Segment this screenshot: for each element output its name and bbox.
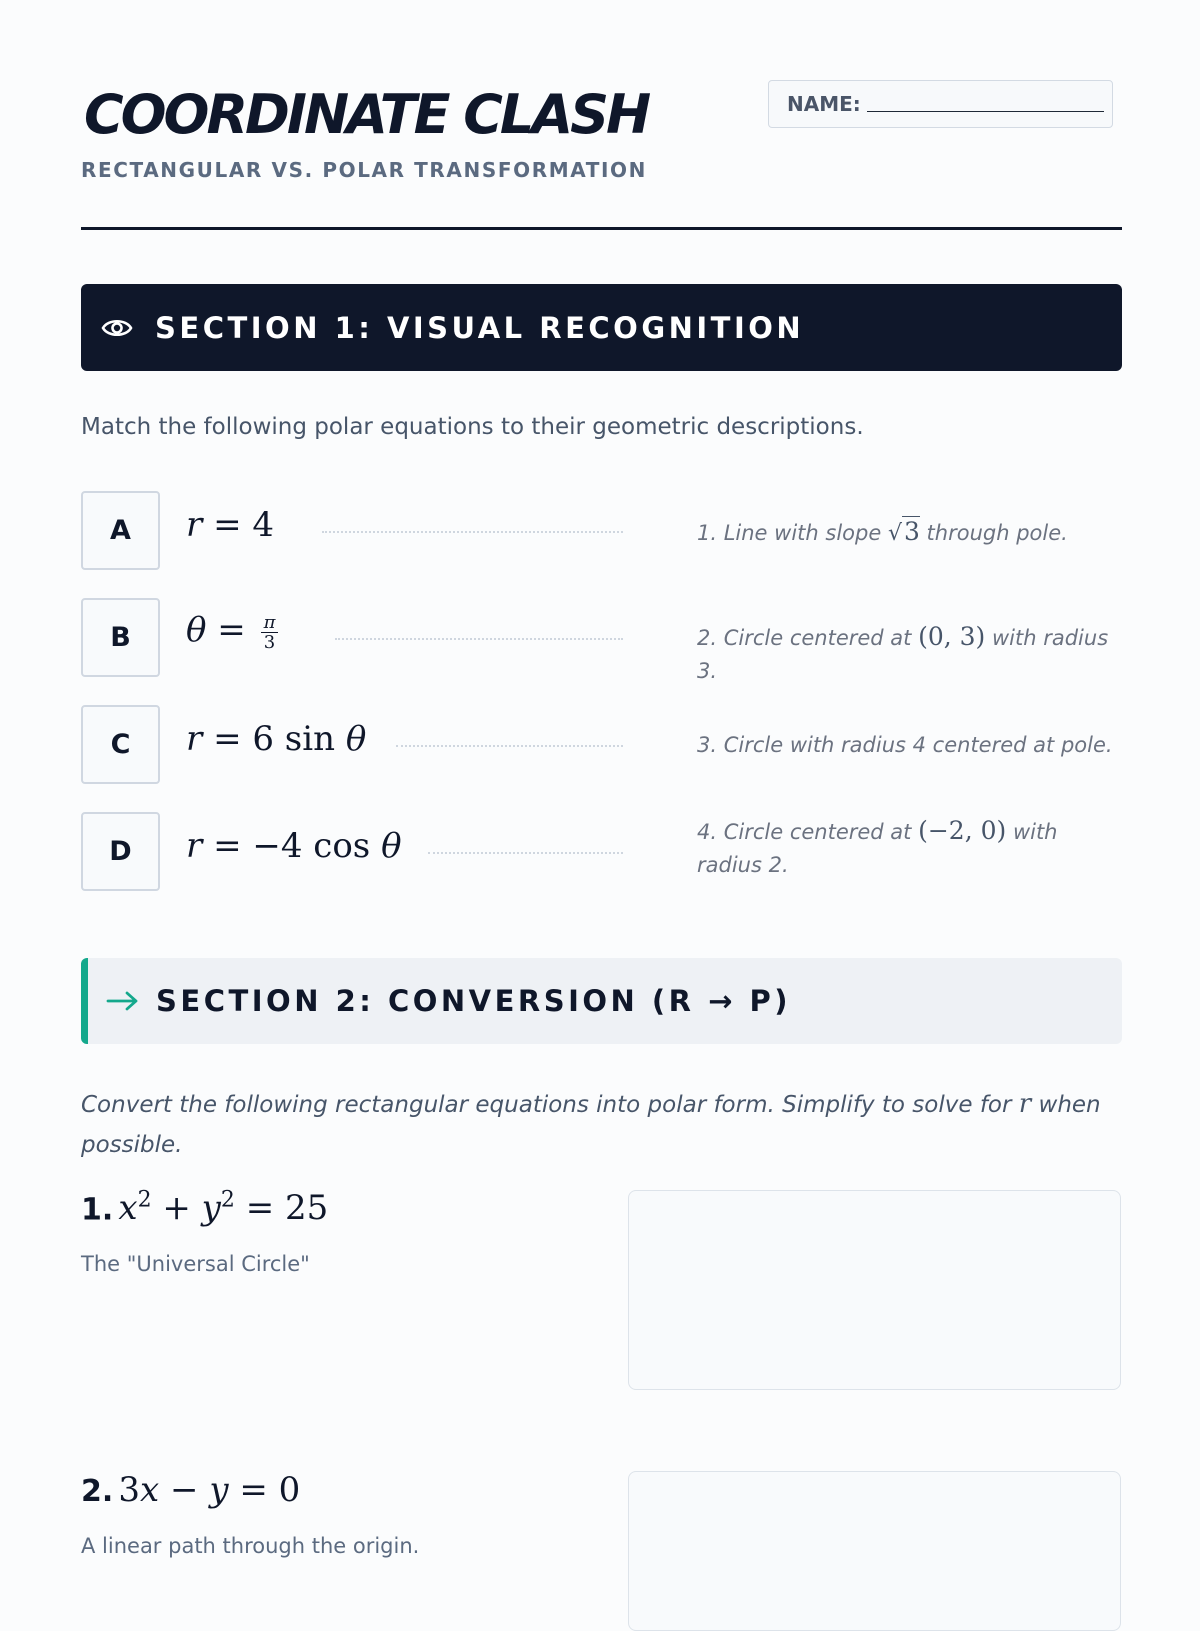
section-1-instructions: Match the following polar equations to their geometric descriptions. [81, 414, 864, 440]
match-row [81, 812, 1122, 892]
worksheet-subtitle: RECTANGULAR VS. POLAR TRANSFORMATION [81, 158, 647, 182]
match-letter-box[interactable]: D [81, 812, 160, 891]
match-letter-box[interactable]: C [81, 705, 160, 784]
dotted-leader [428, 852, 623, 854]
answer-box[interactable] [628, 1190, 1121, 1390]
match-description: 4. Circle centered at (−2, 0) with radius 2. [697, 816, 1058, 877]
match-letter-box[interactable]: A [81, 491, 160, 570]
match-row [81, 705, 1122, 785]
section-1-title: SECTION 1: VISUAL RECOGNITION [155, 310, 805, 345]
rectangular-equation: $x^2 + y^2 = 25$ [118, 1188, 329, 1229]
rectangular-equation: 3x − y = 0 [118, 1470, 301, 1510]
polar-equation: r = 4 [186, 505, 275, 545]
section-1-header [81, 284, 1122, 371]
problem-heading [81, 1188, 328, 1228]
problem-note: A linear path through the origin. [81, 1534, 420, 1558]
section-2-title: SECTION 2: CONVERSION (R → P) [156, 984, 792, 1018]
match-letter-box[interactable]: B [81, 598, 160, 677]
match-description: 2. Circle centered at (0, 3) with radius 3. [697, 622, 1109, 683]
name-blank-line[interactable] [867, 111, 1104, 112]
section-2-header [81, 958, 1122, 1044]
polar-equation: θ = $\frac{\pi}{3}$ [186, 610, 278, 652]
problem-number: 1. [81, 1192, 114, 1228]
polar-equation: r = −4 cos θ [186, 826, 402, 866]
dotted-leader [396, 745, 623, 747]
eye-icon [101, 311, 135, 345]
worksheet-title: COORDINATE CLASH [84, 83, 649, 146]
dotted-leader [322, 531, 623, 533]
problem-note: The "Universal Circle" [81, 1252, 310, 1276]
problem-heading [81, 1470, 300, 1510]
dotted-leader [335, 638, 623, 640]
answer-box[interactable] [628, 1471, 1121, 1631]
header-divider [81, 227, 1122, 230]
polar-equation: r = 6 sin θ [186, 719, 367, 759]
match-row [81, 491, 1122, 571]
name-label: NAME: [787, 92, 861, 116]
match-description: 1. Line with slope √3 through pole. [697, 517, 1068, 546]
match-description: 3. Circle with radius 4 centered at pole. [697, 733, 1113, 757]
name-field[interactable] [768, 80, 1113, 128]
match-row [81, 598, 1122, 683]
problem-number: 2. [81, 1474, 114, 1509]
section-2-instructions: Convert the following rectangular equations into polar form. Simplify to solve for r when possible. [81, 1089, 1101, 1158]
arrow-right-icon [106, 989, 140, 1013]
worksheet-page [81, 0, 1122, 1600]
